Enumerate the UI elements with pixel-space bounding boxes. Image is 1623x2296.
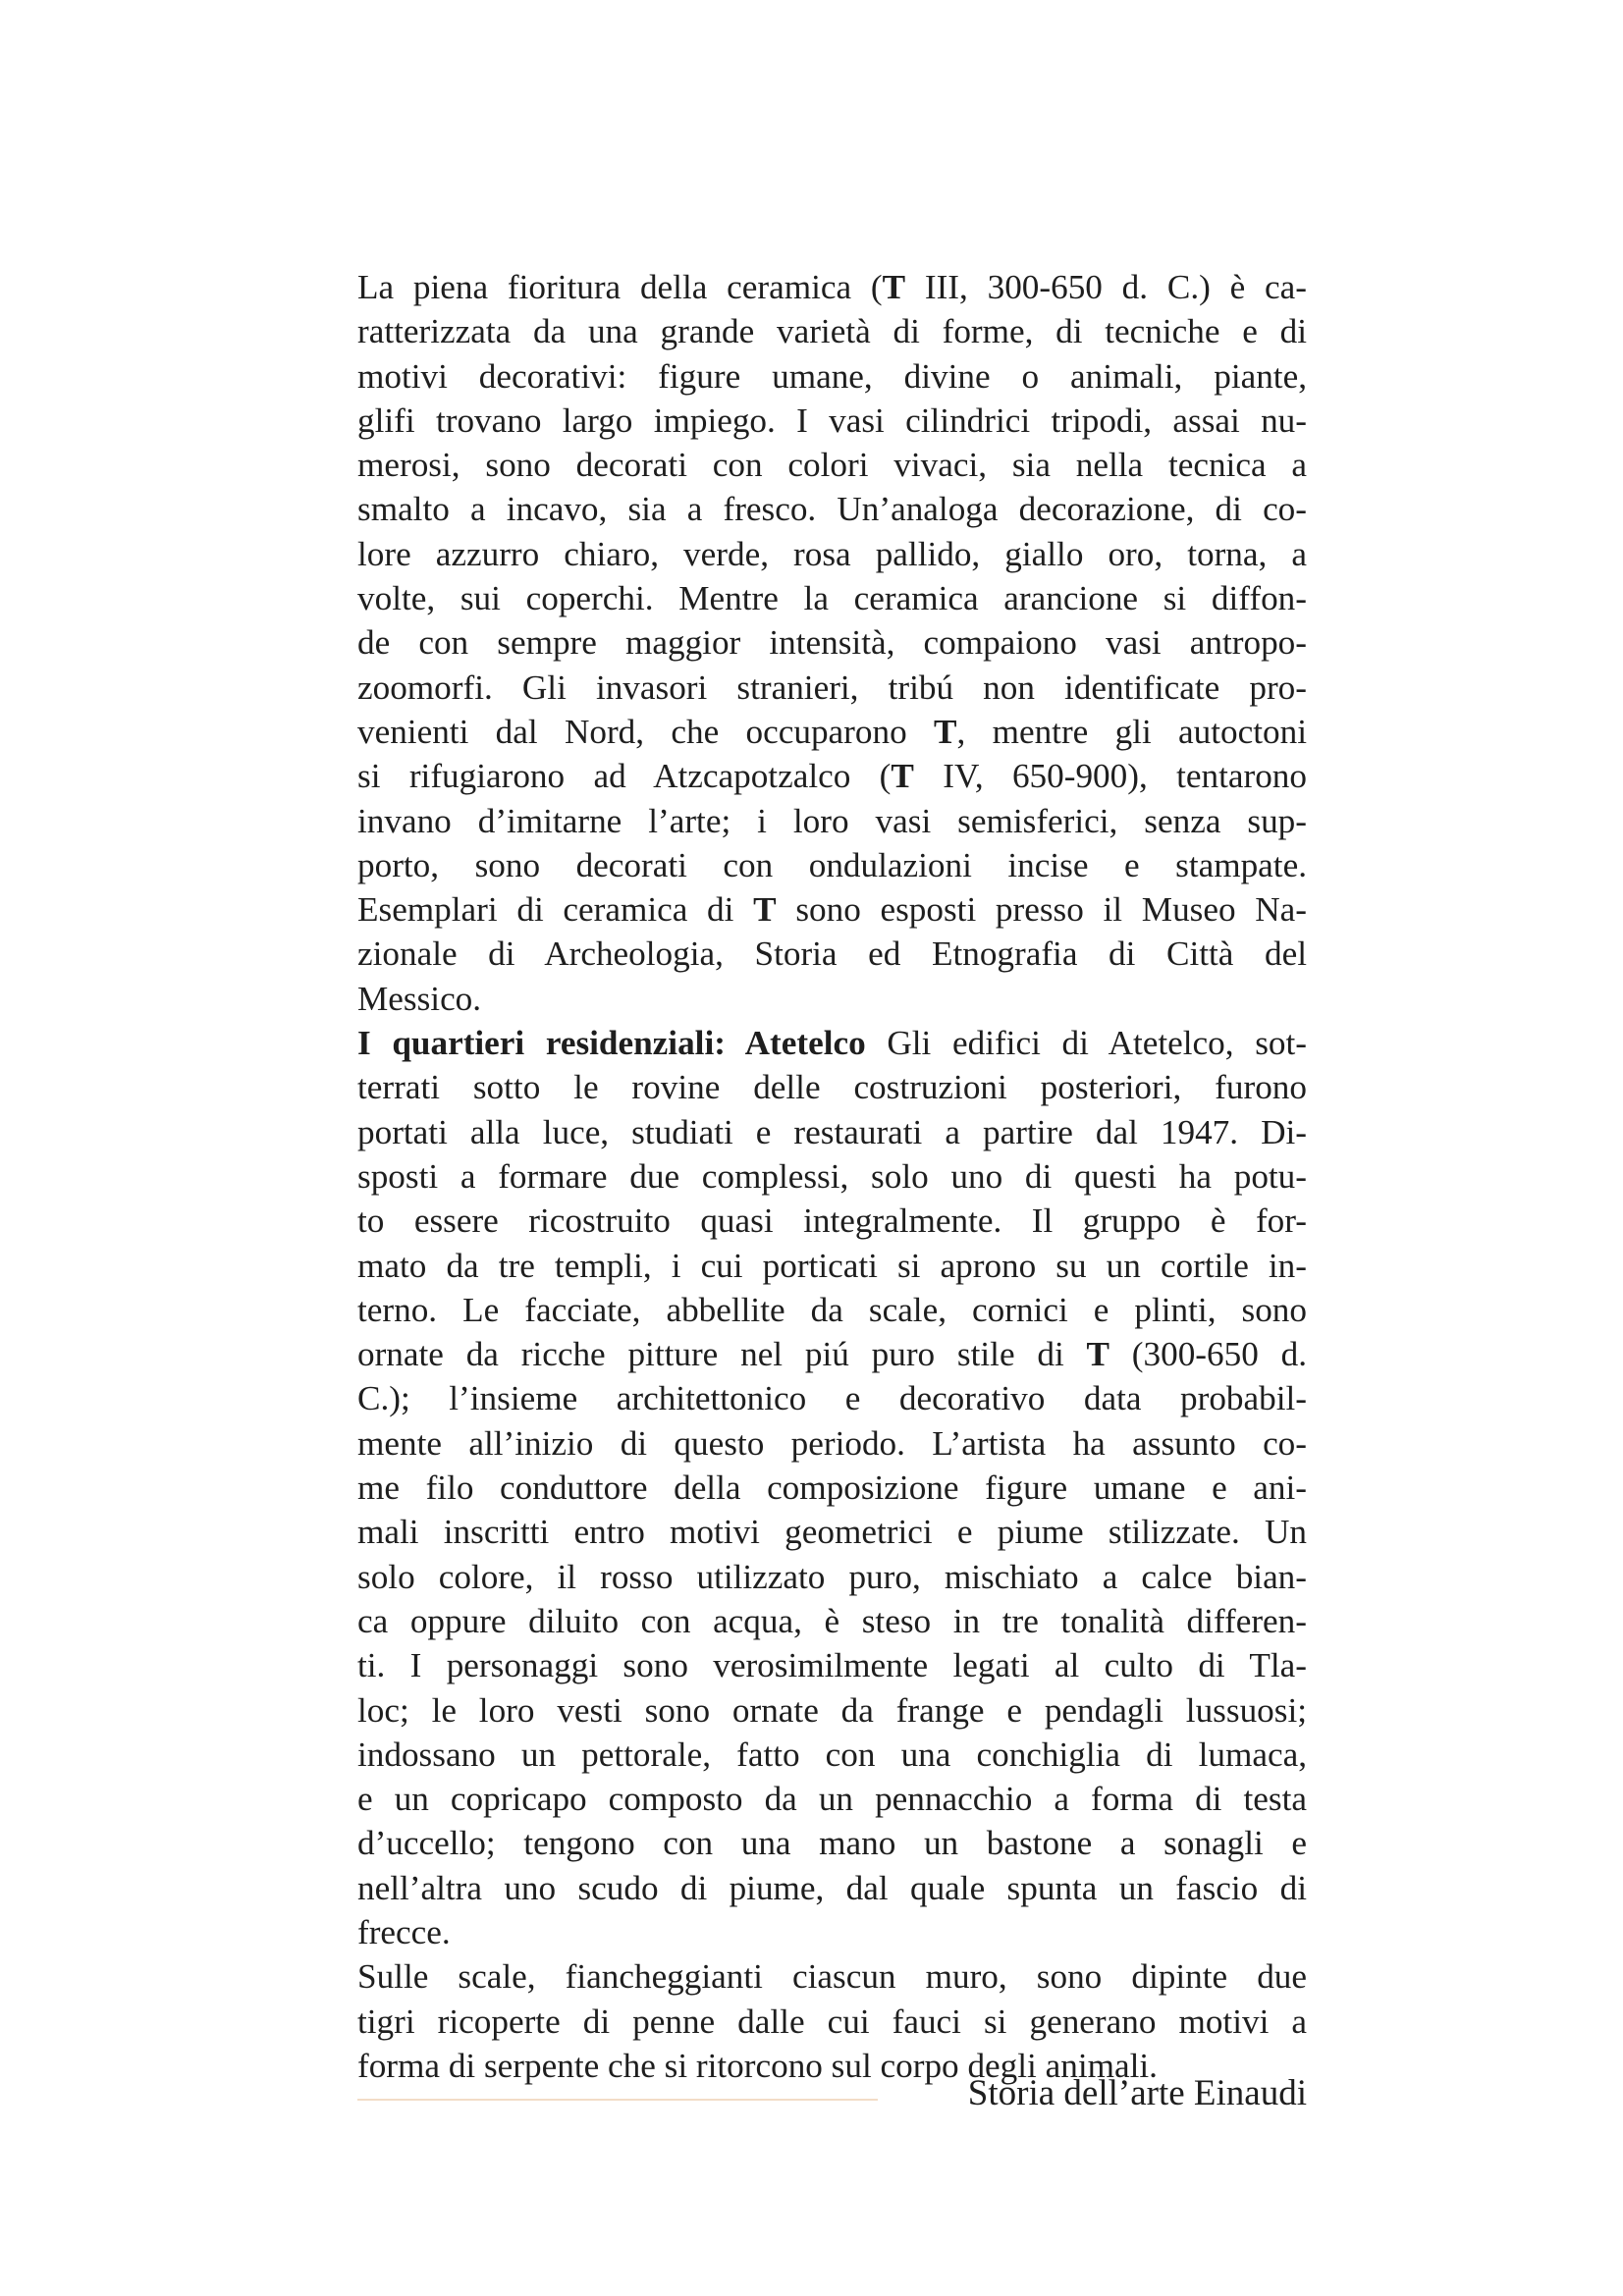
bold-text-run: T: [1086, 1335, 1110, 1374]
text-run: nell’altra uno scudo di piume, dal quale spunta un fascio di: [357, 1868, 1307, 1907]
text-line: [357, 354, 1307, 399]
text-line: [357, 2000, 1307, 2044]
text-run: motivi decorativi: figure umane, divine o animali, piante,: [357, 356, 1307, 396]
text-run: to essere ricostruito quasi integralmente. Il gruppo è for-: [357, 1201, 1307, 1241]
text-line: [357, 1555, 1307, 1599]
text-run: portati alla luce, studiati e restaurati a partire dal 1947. Di-: [357, 1112, 1307, 1151]
text-line: [357, 754, 1307, 798]
text-run: solo colore, il rosso utilizzato puro, mischiato a calce bian-: [357, 1557, 1307, 1596]
text-line: [357, 1421, 1307, 1466]
body-text: [357, 265, 1307, 2088]
text-line: [357, 1244, 1307, 1288]
text-line: [357, 1910, 1307, 1954]
text-run: indossano un pettorale, fatto con una conchiglia di lumaca,: [357, 1735, 1307, 1774]
text-line: [357, 843, 1307, 887]
bold-text-run: T: [753, 890, 777, 930]
text-run: III, 300-650 d. C.) è ca-: [905, 268, 1307, 306]
text-run: si rifugiarono ad Atzcapotzalco (: [357, 757, 892, 796]
text-line: [357, 666, 1307, 710]
bold-text-run: T: [882, 268, 906, 306]
text-run: volte, sui coperchi. Mentre la ceramica arancione si diffon-: [357, 579, 1307, 618]
text-run: terrati sotto le rovine delle costruzioni posteriori, furono: [357, 1068, 1307, 1107]
text-line: [357, 887, 1307, 932]
text-line: [357, 1065, 1307, 1109]
text-line: [357, 487, 1307, 531]
text-run: sono esposti presso il Museo Na-: [776, 890, 1308, 930]
text-run: IV, 650-900), tentarono: [913, 757, 1307, 796]
text-run: mente all’inizio di questo periodo. L’artista ha assunto co-: [357, 1423, 1307, 1463]
text-run: frecce.: [357, 1912, 451, 1951]
text-line: [357, 1866, 1307, 1910]
text-line: [357, 1510, 1307, 1554]
text-run: ca oppure diluito con acqua, è steso in tre tonalità differen-: [357, 1601, 1307, 1640]
text-line: [357, 1643, 1307, 1687]
text-line: [357, 932, 1307, 976]
text-run: lore azzurro chiaro, verde, rosa pallido, giallo oro, torna, a: [357, 534, 1307, 573]
text-line: [357, 1688, 1307, 1733]
text-line: [357, 799, 1307, 843]
text-run: Messico.: [357, 979, 482, 1018]
text-line: [357, 1288, 1307, 1332]
text-run: invano d’imitarne l’arte; i loro vasi semisferici, senza sup-: [357, 801, 1307, 840]
bold-text-run: I quartieri residenziali: Atetelco: [357, 1024, 866, 1063]
text-line: [357, 265, 1307, 309]
footer-rule: [357, 2099, 878, 2101]
text-run: e un copricapo composto da un pennacchio a forma di testa: [357, 1780, 1307, 1819]
text-line: [357, 1021, 1307, 1065]
text-line: [357, 710, 1307, 754]
text-line: [357, 1599, 1307, 1643]
text-run: terno. Le facciate, abbellite da scale, cornici e plinti, sono: [357, 1290, 1307, 1329]
text-run: de con sempre maggior intensità, compaiono vasi antropo-: [357, 623, 1307, 663]
text-run: tigri ricoperte di penne dalle cui fauci si generano motivi a: [357, 2002, 1307, 2041]
text-line: [357, 1376, 1307, 1420]
text-line: [357, 1466, 1307, 1510]
text-run: smalto a incavo, sia a fresco. Un’analoga decorazione, di co-: [357, 490, 1307, 529]
text-run: porto, sono decorati con ondulazioni incise e stampate.: [357, 845, 1307, 884]
page-footer: [357, 2069, 1307, 2118]
text-line: [357, 1954, 1307, 1999]
text-run: merosi, sono decorati con colori vivaci, sia nella tecnica a: [357, 446, 1307, 485]
text-run: Gli edifici di Atetelco, sot-: [865, 1024, 1307, 1063]
text-run: La piena fioritura della ceramica (: [357, 268, 883, 306]
text-line: [357, 1110, 1307, 1154]
text-line: [357, 1332, 1307, 1376]
text-line: [357, 977, 1307, 1021]
text-run: zionale di Archeologia, Storia ed Etnografia di Città del: [357, 934, 1307, 974]
footer-title: Storia dell’arte Einaudi: [967, 2073, 1307, 2113]
text-run: Esemplari di ceramica di: [357, 890, 754, 930]
text-run: (300-650 d.: [1109, 1335, 1307, 1374]
text-run: mato da tre templi, i cui porticati si aprono su un cortile in-: [357, 1246, 1307, 1285]
text-run: loc; le loro vesti sono ornate da frange e pendagli lussuosi;: [357, 1690, 1307, 1730]
text-run: d’uccello; tengono con una mano un bastone a sonagli e: [357, 1824, 1307, 1863]
text-line: [357, 1821, 1307, 1865]
text-line: [357, 399, 1307, 443]
text-run: me filo conduttore della composizione figure umane e ani-: [357, 1468, 1307, 1508]
text-line: [357, 532, 1307, 576]
text-run: mali inscritti entro motivi geometrici e piume stilizzate. Un: [357, 1513, 1307, 1552]
bold-text-run: T: [891, 757, 914, 796]
text-run: zoomorfi. Gli invasori stranieri, tribú non identificate pro-: [357, 667, 1307, 707]
text-run: venienti dal Nord, che occuparono: [357, 712, 934, 751]
text-run: glifi trovano largo impiego. I vasi cilindrici tripodi, assai nu-: [357, 400, 1307, 440]
text-run: sposti a formare due complessi, solo uno di questi ha potu-: [357, 1156, 1307, 1196]
text-run: ti. I personaggi sono verosimilmente legati al culto di Tla-: [357, 1646, 1307, 1685]
text-run: Sulle scale, fiancheggianti ciascun muro, sono dipinte due: [357, 1957, 1307, 1997]
text-line: [357, 309, 1307, 353]
text-run: ratterizzata da una grande varietà di forme, di tecniche e di: [357, 312, 1307, 351]
bold-text-run: T: [933, 712, 957, 751]
text-run: , mentre gli autoctoni: [956, 712, 1307, 751]
text-line: [357, 576, 1307, 620]
text-line: [357, 443, 1307, 487]
text-line: [357, 1733, 1307, 1777]
text-run: C.); l’insieme architettonico e decorativo data probabil-: [357, 1379, 1307, 1418]
text-run: forma di serpente che si ritorcono sul corpo degli animali.: [357, 2046, 1158, 2085]
text-line: [357, 1199, 1307, 1243]
text-line: [357, 620, 1307, 665]
text-run: ornate da ricche pitture nel piú puro stile di: [357, 1335, 1087, 1374]
text-line: [357, 1154, 1307, 1199]
text-line: [357, 1777, 1307, 1821]
